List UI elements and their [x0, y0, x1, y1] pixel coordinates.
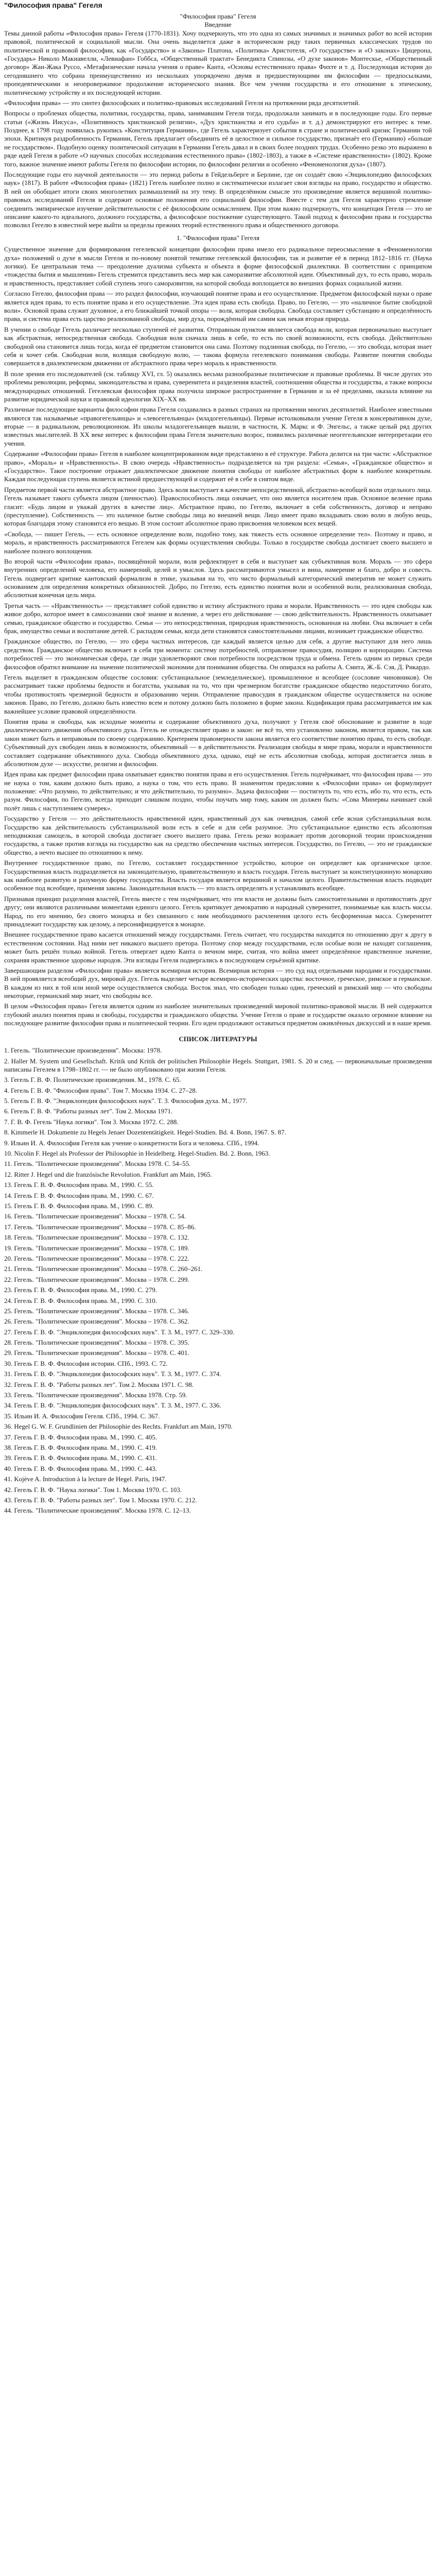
body-paragraph: Существенное значение для формирования гегелевской концепции философии права имело его радикальное переосмысление в «Феноменологии духа» положений о духе в мысли Гегеля и по-новому понятой тематике гегелевской философии, так и развитие её в период 1812–1816 гг. (Наука логики). Ее центральная тема — преодоление дуализма субъекта и объекта в форме философской диалектики. В соответствии с принципом «тождества бытия и мышления» Гегель стремится представить весь мир как саморазвитие абсолютной идеи. Объективный дух, то есть право, мораль и нравственность, представляет собой ступень этого саморазвития, на которой свобода воплощается во внешних формах социальной жизни.	[4, 246, 432, 287]
reference-item: 10. Nicolin F. Hegel als Professor der Philosophie in Heidelberg. Hegel-Studien. Bd. 2. Bonn, 1963.	[4, 1150, 270, 1158]
reference-item: 29. Гегель. "Политические произведения". Москва – 1978. С. 401.	[4, 1349, 189, 1357]
reference-item: 13. Гегель Г. В. Ф. Философия права. М., 1990. С. 55.	[4, 1181, 154, 1189]
reference-item: 43. Гегель Г. В. Ф. "Работы разных лет". Том 1. Москва 1970. С. 212.	[4, 1496, 197, 1504]
body-paragraph: Внутреннее государственное право, по Гегелю, составляет государственное устройство, которое он определяет как органическое целое. Государственная власть подразделяется на законодательную, правительственную и власть государя. Гегель выступает за конституционную монархию как наиболее развитую и разумную форму государства. Власть государя является вершиной и началом целого. Правительственная власть подводит особенное под всеобщее, применяя законы. Законодательная власть — это власть определять и устанавливать всеобщее.	[4, 859, 432, 892]
body-paragraph: Различные последующие варианты философии права Гегеля создавались в разных странах на протяжении многих десятилетий. Наиболее известными являются так называемые «правогегельянцы» и «левогегельянцы» (младогегельянцы). Первые истолковывали учение Гегеля в консервативном духе, вторые — в радикальном, революционном. Из школы младогегельянцев вышли, в частности, К. Маркс и Ф. Энгельс, а также целый ряд других известных мыслителей. В XX веке интерес к философии права Гегеля значительно возрос, появились различные неогегельянские интерпретации его учения.	[4, 406, 432, 447]
body-paragraph: Согласно Гегелю, философия права — это раздел философии, изучающий понятие права и его осуществление. Предметом философской науки о праве является идея права, то есть понятие права и его осуществление. Эта идея права есть свобода. Право, по Гегелю, — это «наличное бытие свободной воли». Основой права служит духовное, а его ближайшей точкой опоры — воля, которая свободна. Свобода составляет субстанцию и определённость права, и система права есть царство реализованной свободы, мир духа, порождённый им самим как некая вторая природа.	[4, 290, 432, 323]
body-paragraph: Завершающим разделом «Философии права» является всемирная история. Всемирная история — это суд над отдельными народами и государствами. В ней проявляется всеобщий дух, мировой дух. Гегель выделяет четыре всемирно-исторических царства: восточное, греческое, римское и германское. В каждом из них в той или иной мере осуществляется свобода. Восток знал, что свободен только один, греческий и римский мир — что свободны некоторые, германский мир знает, что свободны все.	[4, 967, 432, 1000]
body-paragraph: Гегель выделяет в гражданском обществе сословия: субстанциальное (земледельческое), промышленное и всеобщее (сословие чиновников). Он рассматривает также проблемы бедности и богатства, указывая на то, что при чрезмерном богатстве гражданское общество недостаточно богато, чтобы противостоять чрезмерной бедности и образованию черни. Отправление правосудия в гражданском обществе осуществляется на основе законов. Право, по Гегелю, должно быть известно всем и потому должно быть положено в форме закона. Кодификация права рассматривается им как важнейшее условие правовой определённости.	[4, 674, 432, 715]
reference-item: 3. Гегель Г. В. Ф. Политические произведения. М., 1978. С. 65.	[4, 1076, 181, 1084]
intro-paragraph: «Философия права» — это синтез философских и политико-правовых исследований Гегеля на протяжении ряда десятилетий.	[4, 99, 360, 107]
reference-item: 40. Гегель Г. В. Ф. Философия права. М., 1990. С. 443.	[4, 1465, 157, 1472]
body-paragraph: «Свобода, — пишет Гегель, — есть основное определение воли, подобно тому, как тяжесть есть основное определение тел». Поэтому и право, и мораль, и нравственность рассматриваются Гегелем как формы осуществления свободы. Только в государстве свобода достигает своего высшего и наиболее полного воплощения.	[4, 530, 432, 555]
reference-item: 1. Гегель. "Политические произведения". Москва: 1978.	[4, 1047, 162, 1055]
reference-item: 4. Гегель Г. В. Ф. "Философия права". Том 7. Москва 1934. С. 27–28.	[4, 1087, 197, 1094]
reference-item: 32. Гегель Г. В. Ф. "Работы разных лет". Том 2. Москва 1971. С. 98.	[4, 1381, 194, 1388]
references-list	[4, 1046, 432, 1515]
reference-item: 35. Ильин И. А. Философия Гегеля. СПб., 1994. С. 367.	[4, 1412, 160, 1420]
intro-paragraph: Темы данной работы «Философия права» Гегеля (1770-1831). Хочу подчеркнуть, что это одна из самых значимых и значимых работ во всей истории правовой, политической и социальной мысли. Она очень выделяется даже в историческом ряду таких первичных классических трудов по политической и правовой философии, как «Государство» и «Законы» Платона, «Политика» Аристотеля, «О государстве» и «О законах» Цицерона, «Государь» Николо Макиавелли, «Левиафан» Гоббса, «Общественный трактат» Бенедикта Спинозы, «О духе законов» Монтескье, «Общественный договор» Жан-Жака Руссо, «Метафизические начала учения о праве» Канта, «Основы естественного права» Фихте и т. д. Последующая история до сегодняшнего что собрана преимущественно из нескольких упорядочено двумя и предшествующими им философии — предпосылками, пропедевтическими и неопровержимое продолжение исторического знания. Все чем учения государства и его отношение к этическому, политическому устройству и их последующей истории.	[4, 29, 432, 96]
main-section	[4, 245, 432, 1027]
reference-item: 39. Гегель Г. В. Ф. Философия права. М., 1990. С. 431.	[4, 1454, 157, 1462]
body-paragraph: Гражданское общество, по Гегелю, — это сфера частных интересов, где каждый является целью для себя, а другие выступают для него лишь средством. Гражданское общество включает в себя три момента: систему потребностей, отправление правосудия, полицию и корпорацию. Система потребностей — это экономическая сфера, где люди удовлетворяют свои потребности посредством труда и обмена. Гегель одним из первых среди философов обратил внимание на значение политической экономии для понимания общества. Он опирался на работы А. Смита, Ж.-Б. Сэя, Д. Рикардо.	[4, 638, 432, 671]
reference-item: 38. Гегель Г. В. Ф. Философия права. М., 1990. С. 419.	[4, 1444, 157, 1451]
reference-item: 25. Гегель. "Политические произведения". Москва – 1978. С. 346.	[4, 1307, 189, 1315]
document-header: "Философия права" Гегеля	[4, 1, 102, 9]
reference-item: 15. Гегель Г. В. Ф. Философия права. М., 1990. С. 89.	[4, 1202, 154, 1210]
body-paragraph: В целом «Философия права» Гегеля является одним из наиболее значительных произведений мировой политико-правовой мысли. В ней содержится глубокий анализ понятия права и свободы, государства и гражданского общества. Учение Гегеля о праве и государстве оказало огромное влияние на последующее развитие философии права и политической теории. Его идеи продолжают оставаться предметом оживлённых дискуссий и в наше время.	[4, 1003, 432, 1027]
references-heading: СПИСОК ЛИТЕРАТУРЫ	[179, 1035, 257, 1043]
reference-item: 18. Гегель. "Политические произведения". Москва – 1978. С. 132.	[4, 1234, 189, 1242]
reference-item: 12. Ritter J. Hegel und die französische Revolution. Frankfurt am Main, 1965.	[4, 1171, 212, 1178]
body-paragraph: Идея права как предмет философии права охватывает единство понятия права и его осуществления. Гегель подчёркивает, что философия права — это не наука о том, каким должно быть право, а наука о том, что есть право. В знаменитом предисловии к «Философии права» он формулирует положение: «Что разумно, то действительно; и что действительно, то разумно». Задача философии — постигнуть то, что есть, ибо то, что есть, есть разум. Философия, по Гегелю, всегда приходит слишком поздно, чтобы поучать мир тому, каким он должен быть: «Сова Минервы начинает свой полёт лишь с наступлением сумерек».	[4, 771, 432, 812]
body-paragraph: Третья часть — «Нравственность» — представляет собой единство и истину абстрактного права и морали. Нравственность — это идея свободы как живое добро, которое имеет в самосознании своё знание и воление, а через его действование — свою действительность. Нравственность охватывает семью, гражданское общество и государство. Семья — это непосредственная, природная нравственность, основанная на любви. Она включает в себя брак, имущество семьи и воспитание детей. С распадом семьи, когда дети становятся самостоятельными лицами, возникает гражданское общество.	[4, 602, 432, 635]
reference-item: 21. Гегель. "Политические произведения". Москва – 1978. С. 260–261.	[4, 1265, 203, 1273]
reference-item: 5. Гегель Г. В. Ф. "Энциклопедия философских наук". Т. 3. Философия духа. М., 1977.	[4, 1097, 248, 1105]
body-paragraph: Во второй части «Философии права», посвящённой морали, воля рефлектирует в себя и выступает как субъективная воля. Мораль — это сфера внутренних определений человека, его намерений, целей и умыслов. Здесь рассматриваются умысел и вина, намерение и благо, добро и совесть. Гегель подвергает критике кантовский формализм в этике, указывая на то, что чисто формальный категорический императив не может служить основанием для определения конкретных обязанностей. Добро, по Гегелю, есть единство понятия воли и особенной воли, реализованная свобода, абсолютная конечная цель мира.	[4, 557, 432, 599]
reference-item: 30. Гегель Г. В. Ф. Философия истории. СПб., 1993. С. 72.	[4, 1360, 168, 1367]
reference-item: 44. Гегель. "Политические произведения". Москва 1978. С. 12–13.	[4, 1507, 191, 1515]
body-paragraph: Государство у Гегеля — это действительность нравственной идеи, нравственный дух как очевидная, самой себе ясная субстанциальная воля. Государство как действительность субстанциальной воли есть в себе и для себя разумное. Это субстанциальное единство есть абсолютная неподвижная самоцель, в которой свобода достигает своего высшего права. Гегель резко возражает против договорной теории происхождения государства, а также против взгляда на государство как на средство обеспечения частных интересов. Государство, по Гегелю, — это не гражданское общество, а нечто высшее по отношению к нему.	[4, 815, 432, 856]
reference-item: 20. Гегель. "Политические произведения". Москва – 1978. С. 222.	[4, 1255, 189, 1262]
intro-paragraph: Вопросы о проблемах общества, политики, государства, права, занимавшим Гегеля тогда, продолжали занимать и в последующие годы. Его первые статьи («Жизнь Иисуса», «Позитивность христианской религии», «Дух христианства и его судьба» и т. д.) демонстрируют его интерес к теме. Позднее, к 1798 году появилась рукопись «Конституция Германии», где Гегель характеризует события в стране и политический кризис Германии той эпохи. Критикуя раздробленность Германии, Гегель предлагает объединить её в целостное и сильное государство, признаёт его (Германию) «больше не государством». Подобную оценку политической ситуации в Германии Гегель давал и в своих более поздних трудах. Особенно резко это выражено в ряде идей Гегеля в работе «О научных способах исследования естественного права» (1802–1803), а также в «Системе нравственности» (1802). Кроме того, важное значение имеют работы Гегеля по философии истории, по философии религии и особенно «Феноменология духа» (1807).	[4, 110, 432, 168]
reference-item: 22. Гегель. "Политические произведения". Москва – 1978. С. 299.	[4, 1276, 189, 1283]
reference-item: 8. Kimmerle H. Dokumente zu Hegels Jenaer Dozententätigkeit. Hegel-Studien. Bd. 4. Bonn, 1967. S. 87.	[4, 1129, 286, 1137]
reference-item: 34. Гегель Г. В. Ф. "Энциклопедия философских наук". Т. 3. М., 1977. С. 336.	[4, 1402, 221, 1410]
reference-item: 11. Гегель. "Политические произведения". Москва 1978. С. 54–55.	[4, 1160, 191, 1168]
reference-item: 26. Гегель. "Политические произведения". Москва – 1978. С. 362.	[4, 1318, 189, 1326]
body-paragraph: Предметом первой части является абстрактное право. Здесь воля выступает в качестве непосредственной, абстрактно-всеобщей воли отдельного лица. Гегель называет такого субъекта лицом (личностью). Правоспособность лица означает, что оно является носителем прав. Основное веление права гласит: «Будь лицом и уважай других в качестве лиц». Абстрактное право, по Гегелю, включает в себя собственность, договор и неправо (преступление). Собственность — это наличное бытие свободы лица во внешней вещи. Лицо имеет право вкладывать свою волю в любую вещь, которая благодаря этому становится его вещью. В этом состоит абсолютное право присвоения человеком всех вещей.	[4, 486, 432, 528]
reference-item: 42. Гегель Г. В. Ф. "Наука логики". Том 1. Москва 1970. С. 103.	[4, 1486, 182, 1494]
section-heading: 1. "Философия права" Гегеля	[177, 233, 259, 242]
reference-item: 31. Гегель Г. В. Ф. "Энциклопедия философских наук". Т. 3. М., 1977. С. 374.	[4, 1370, 221, 1378]
reference-item: 14. Гегель Г. В. Ф. Философия права. М., 1990. С. 67.	[4, 1192, 154, 1199]
reference-item: 27. Гегель Г. В. Ф. "Энциклопедия философских наук". Т. 3. М., 1977. С. 329–330.	[4, 1328, 235, 1336]
reference-item: 33. Гегель. "Политические произведения". Москва 1978. Стр. 59.	[4, 1392, 187, 1399]
body-paragraph: Понятия права и свободы, как исходные моменты и содержание объективного духа, получают у Гегеля своё обоснование и развитие в ходе диалектического движения объективного духа. Гегель не отождествляет право и закон: не всё то, что установлено законом, является правом, так как закон может быть и неправовым по своему содержанию. Критерием правомерности закона является его соответствие понятию права, то есть свободе. Субъективный дух свободен лишь в возможности, объективный — в действительности. Реализация свободы в мире права, морали и нравственности составляет содержание объективного духа. Свобода объективного духа, однако, ещё не есть абсолютная свобода, которая достигается лишь в абсолютном духе — искусстве, религии и философии.	[4, 718, 432, 768]
reference-item: 37. Гегель Г. В. Ф. Философия права. М., 1990. С. 405.	[4, 1433, 157, 1441]
body-paragraph: В поле зрения его последователей (см. таблицу XVI, гл. 5) оказались весьма разнообразные политические и правовые проблемы. В числе других это проблемы революции, реформы, законодательства и права, суверенитета и разделения властей, соотношения общества и государства, а также вопросы международных отношений. Гегелевская философия права получила широкое распространение в Германии и за её пределами, оказала влияние на развитие юридической науки и правовой идеологии XIX–XX вв.	[4, 370, 432, 403]
reference-item: 36. Hegel G. W. F. Grundlinien der Philosophie des Rechts. Frankfurt am Main, 1970.	[4, 1423, 233, 1431]
reference-item: 2. Haller M. System und Gesellschaft. Kritik und Kritik der politischen Philosophie Hegels. Stuttgart, 1981. S. 20 и след. — первоначальные произведения написаны Гегелем в 1798–1802 гг. — не было опубликовано при жизни Гегеля.	[4, 1057, 432, 1073]
reference-item: 28. Гегель. "Политические произведения". Москва – 1978. С. 395.	[4, 1339, 189, 1347]
body-paragraph: Признавая принцип разделения властей, Гегель вместе с тем подчёркивает, что эти власти не должны быть самостоятельными и противостоять друг другу; они являются различными моментами единого целого. Гегель критикует демократию и народный суверенитет, понимаемые как власть массы. Народ, по его мнению, без своего монарха и без связанного с ним необходимого расчленения целого есть бесформенная масса. Суверенитет принадлежит государству как целому, а персонифицируется в монархе.	[4, 895, 432, 928]
reference-item: 16. Гегель. "Политические произведения". Москва – 1978. С. 54.	[4, 1213, 186, 1221]
work-title: "Философия права" Гегеля	[180, 12, 256, 20]
reference-item: 7. Г. В. Ф. Гегель "Наука логики". Том 3. Москва 1972. С. 288.	[4, 1118, 179, 1126]
reference-item: 24. Гегель Г. В. Ф. Философия права. М., 1990. С. 310.	[4, 1297, 157, 1304]
body-paragraph: Внешнее государственное право касается отношений между государствами. Гегель считает, что государства находятся по отношению друг к другу в естественном состоянии. Над ними нет никакого высшего претора. Поэтому спор между государствами, если особые воли не находят соглашения, может быть решён только войной. Гегель отвергает идею Канта о вечном мире, считая, что война имеет определённое нравственное значение, сохраняя нравственное здоровье народов. Эти взгляды Гегеля подвергались в последующем серьёзной критике.	[4, 931, 432, 964]
body-paragraph: Содержание «Философии права» Гегеля в наиболее концентрированном виде представлено в её структуре. Работа делится на три части: «Абстрактное право», «Мораль» и «Нравственность». В свою очередь «Нравственность» подразделяется на три раздела: «Семья», «Гражданское общество» и «Государство». Такое построение отражает диалектическое движение понятия свободы от наиболее абстрактных форм к наиболее конкретным. Каждая последующая ступень является истиной предшествующей и содержит её в себе в снятом виде.	[4, 450, 432, 483]
reference-item: 17. Гегель. "Политические произведения". Москва – 1978. С. 85–86.	[4, 1223, 196, 1231]
intro-section	[4, 29, 432, 230]
reference-item: 23. Гегель Г. В. Ф. Философия права. М., 1990. С. 279.	[4, 1286, 157, 1294]
reference-item: 9. Ильин И. А. Философия Гегеля как учение о конкретности Бога и человека. СПб., 1994.	[4, 1139, 259, 1147]
reference-item: 41. Kojève A. Introduction à la lecture de Hegel. Paris, 1947.	[4, 1476, 167, 1483]
reference-item: 19. Гегель. "Политические произведения". Москва – 1978. С. 189.	[4, 1244, 189, 1252]
intro-heading: Введение	[204, 21, 232, 29]
intro-paragraph: Последующие годы его научной деятельности — это период работы в Гейдельберге и Берлине, где он создаёт свою «Энциклопедию философских наук» (1817). В работе «Философия права» (1821) Гегель наиболее полно и систематически излагает свои взгляды на право, государство и общество. В ней он обобщает итоги своих многолетних размышлений на эту тему. В определённом смысле это произведение является вершиной политико-правовых исследований Гегеля и содержит основные положения его социальной философии. Вместе с тем для Гегеля характерно стремление соединить эмпирическое изучение действительности с её философским осмыслением. При этом важно подчеркнуть, что концепция Гегеля — это не описание какого-то идеального, должного государства, а философское постижение существующего. Такой подход к философии права и государства позволил Гегелю в известной мере выйти за пределы прежних теорий естественного права и общественного договора.	[4, 171, 432, 229]
reference-item: 6. Гегель Г. В. Ф. "Работы разных лет". Том 2. Москва 1971.	[4, 1108, 173, 1115]
body-paragraph: В учении о свободе Гегель различает несколько ступеней её развития. Отправным пунктом является свобода воли, которая первоначально выступает как абстрактная, непосредственная свобода. Свободная воля сначала лишь в себе, то есть по своей возможности, есть свобода. Действительно свободной она становится лишь тогда, когда её предметом становится она сама. Поэтому подлинная свобода, по Гегелю, — это свобода, которая знает себя и хочет себя. Свободная воля, волящая свободную волю, — такова формула гегелевского понимания свободы. Развитие понятия свободы совершается в диалектическом движении от абстрактного права через мораль к нравственности.	[4, 326, 432, 367]
